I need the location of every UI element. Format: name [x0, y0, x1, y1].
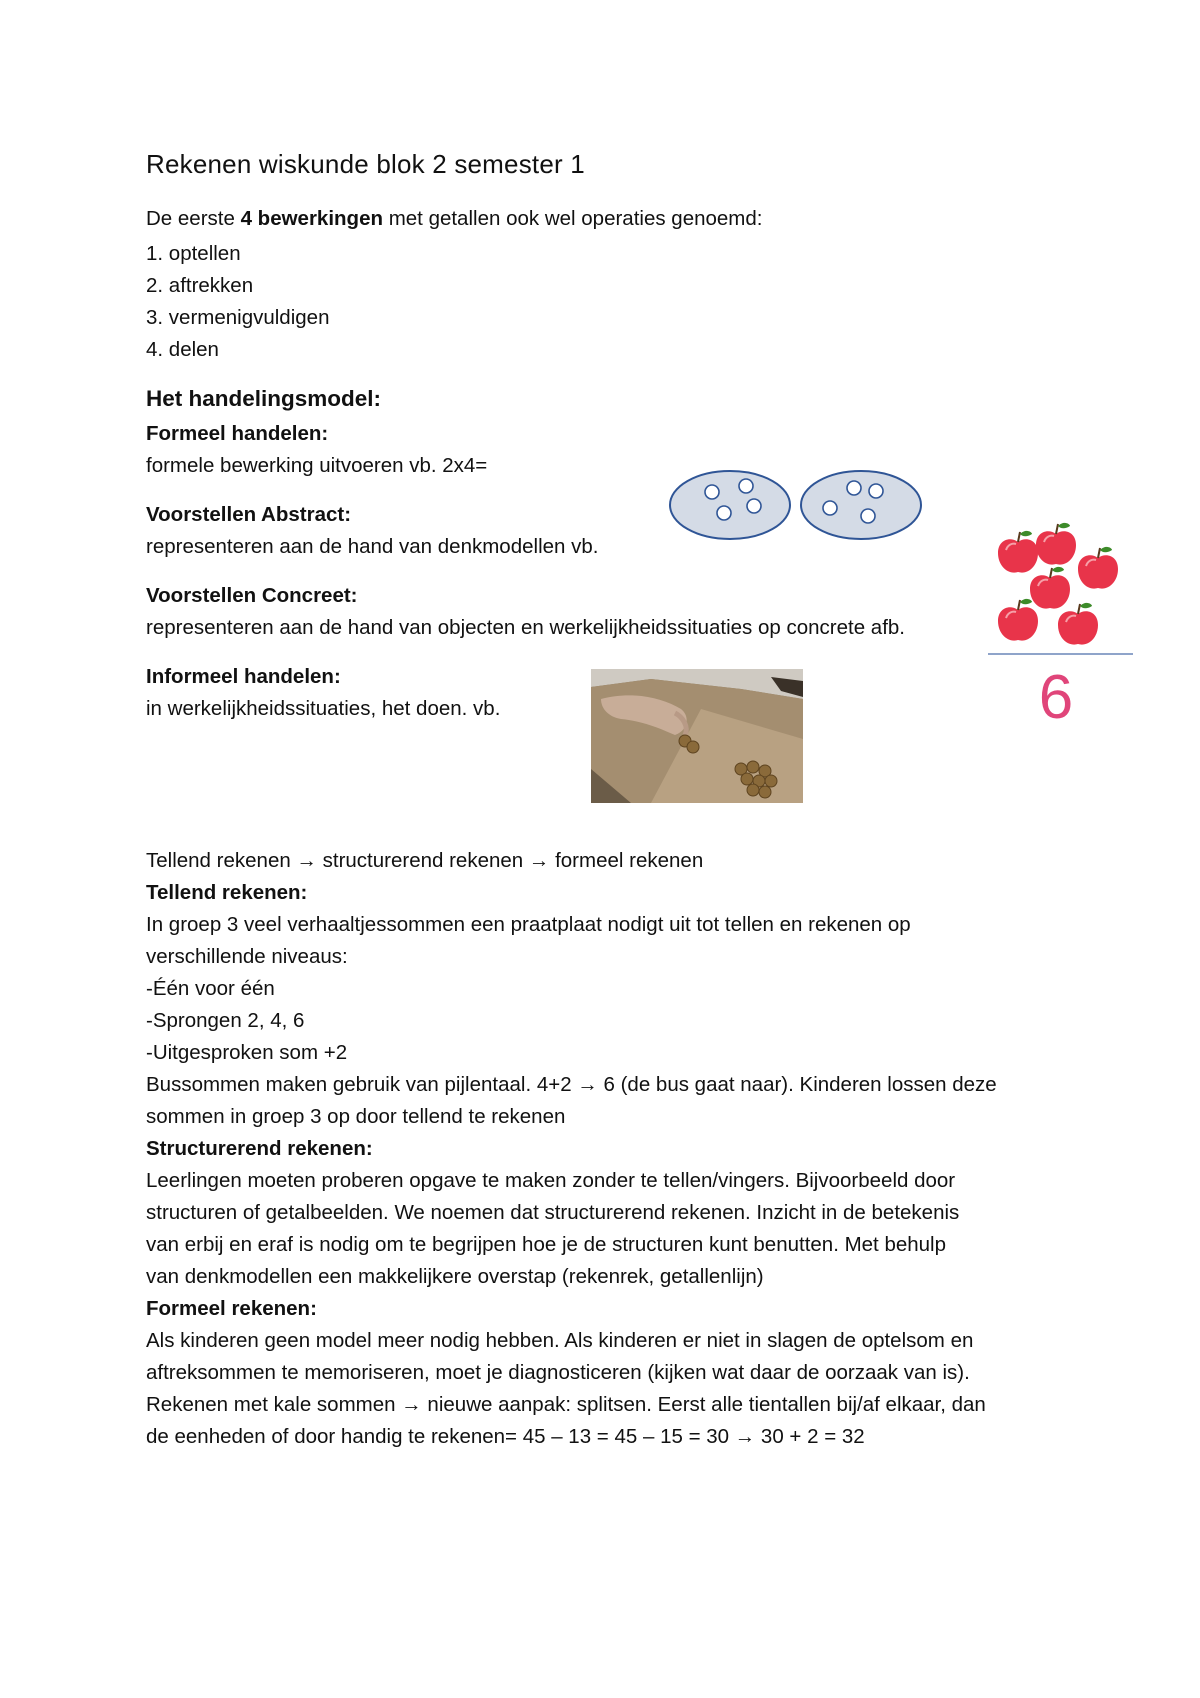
- arrow-right-icon: →: [296, 849, 317, 872]
- bus-text: 6 (de bus gaat naar). Kinderen lossen deze: [597, 1073, 997, 1096]
- formeel-text: 30 + 2 = 32: [755, 1425, 865, 1448]
- bus-line: sommen in groep 3 op door tellend te rekenen: [146, 1105, 566, 1128]
- operation-item: 1. optellen: [146, 242, 241, 265]
- apple-icon: [1078, 547, 1118, 589]
- intro-post: met getallen ook wel operaties genoemd:: [383, 207, 763, 230]
- progression-formeel: formeel rekenen: [549, 849, 704, 872]
- arrow-right-icon: →: [577, 1073, 598, 1096]
- progression-structurerend: structurerend rekenen: [316, 849, 529, 872]
- apple-icon: [998, 531, 1038, 573]
- formeel-text: Rekenen met kale sommen: [146, 1393, 402, 1416]
- structurerend-line: van erbij en eraf is nodig om te begrijpen hoe je de structuren kunt benutten. Met behulp: [146, 1233, 947, 1256]
- operation-item: 2. aftrekken: [146, 274, 254, 297]
- intro-bold: 4 bewerkingen: [240, 207, 383, 230]
- tellend-line: In groep 3 veel verhaaltjessommen een praatplaat nodigt uit tot tellen en rekenen op: [146, 913, 911, 936]
- tellend-line: verschillende niveaus:: [146, 945, 348, 968]
- formeel-line: aftreksommen te memoriseren, moet je diagnosticeren (kijken wat daar de oorzaak van is).: [146, 1361, 970, 1384]
- structurerend-line: van denkmodellen een makkelijkere overstap (rekenrek, getallenlijn): [146, 1265, 764, 1288]
- structurerend-line: structuren of getalbeelden. We noemen dat structurerend rekenen. Inzicht in de betekenis: [146, 1201, 960, 1224]
- formeel-text: de eenheden of door handig te rekenen= 45 – 13 = 45 – 15 = 30: [146, 1425, 735, 1448]
- operation-item: 4. delen: [146, 338, 219, 361]
- arrow-right-icon: →: [528, 849, 550, 872]
- intro-line: [146, 203, 762, 235]
- dot-group-right: [801, 471, 921, 539]
- level-text-abstract: representeren aan de hand van denkmodellen vb.: [146, 535, 599, 558]
- tellend-item: -Uitgesproken som +2: [146, 1041, 348, 1064]
- bus-text: Bussommen maken gebruik van pijlentaal. 4+2: [146, 1073, 578, 1096]
- apples-illustration: [988, 520, 1136, 730]
- level-heading-informeel: Informeel handelen:: [146, 665, 341, 688]
- operations-list: [146, 238, 329, 366]
- structurerend-heading: Structurerend rekenen:: [146, 1137, 373, 1160]
- progression-line: [146, 845, 703, 877]
- model-heading: Het handelingsmodel:: [146, 386, 382, 411]
- dot-groups-illustration: [668, 466, 928, 546]
- tellend-item: -Sprongen 2, 4, 6: [146, 1009, 305, 1032]
- document-title: Rekenen wiskunde blok 2 semester 1: [146, 149, 585, 179]
- intro-pre: De eerste: [146, 207, 241, 230]
- apple-icon: [1058, 603, 1098, 645]
- apple-icon: [998, 599, 1038, 641]
- progression-tellend: Tellend rekenen: [146, 849, 297, 872]
- level-heading-abstract: Voorstellen Abstract:: [146, 503, 352, 526]
- apple-icon: [1036, 523, 1076, 565]
- apples-count: 6: [1038, 663, 1074, 730]
- formeel-heading: Formeel rekenen:: [146, 1297, 317, 1320]
- formeel-line: [146, 1389, 1076, 1421]
- operation-item: 3. vermenigvuldigen: [146, 306, 330, 329]
- level-heading-formeel: Formeel handelen:: [146, 422, 329, 445]
- apple-icon: [1030, 567, 1070, 609]
- level-text-formeel: formele bewerking uitvoeren vb. 2x4=: [146, 454, 488, 477]
- arrow-right-icon: →: [734, 1425, 756, 1448]
- level-text-informeel: in werkelijkheidssituaties, het doen. vb.: [146, 697, 501, 720]
- formeel-line: [146, 1421, 1076, 1453]
- formeel-text: nieuwe aanpak: splitsen. Eerst alle tientallen bij/af elkaar, dan: [421, 1393, 986, 1416]
- tellend-section: [146, 877, 1076, 1453]
- bus-line: [146, 1069, 1076, 1101]
- coins-photo: [591, 669, 803, 803]
- level-text-concreet: representeren aan de hand van objecten en werkelijkheidssituaties op concrete afb.: [146, 616, 905, 639]
- tellend-item: -Één voor één: [146, 977, 275, 1000]
- arrow-right-icon: →: [401, 1393, 422, 1416]
- structurerend-line: Leerlingen moeten proberen opgave te maken zonder te tellen/vingers. Bijvoorbeeld door: [146, 1169, 956, 1192]
- tellend-heading: Tellend rekenen:: [146, 881, 308, 904]
- dot-group-left: [670, 471, 790, 539]
- formeel-line: Als kinderen geen model meer nodig hebben. Als kinderen er niet in slagen de optelsom en: [146, 1329, 974, 1352]
- level-heading-concreet: Voorstellen Concreet:: [146, 584, 358, 607]
